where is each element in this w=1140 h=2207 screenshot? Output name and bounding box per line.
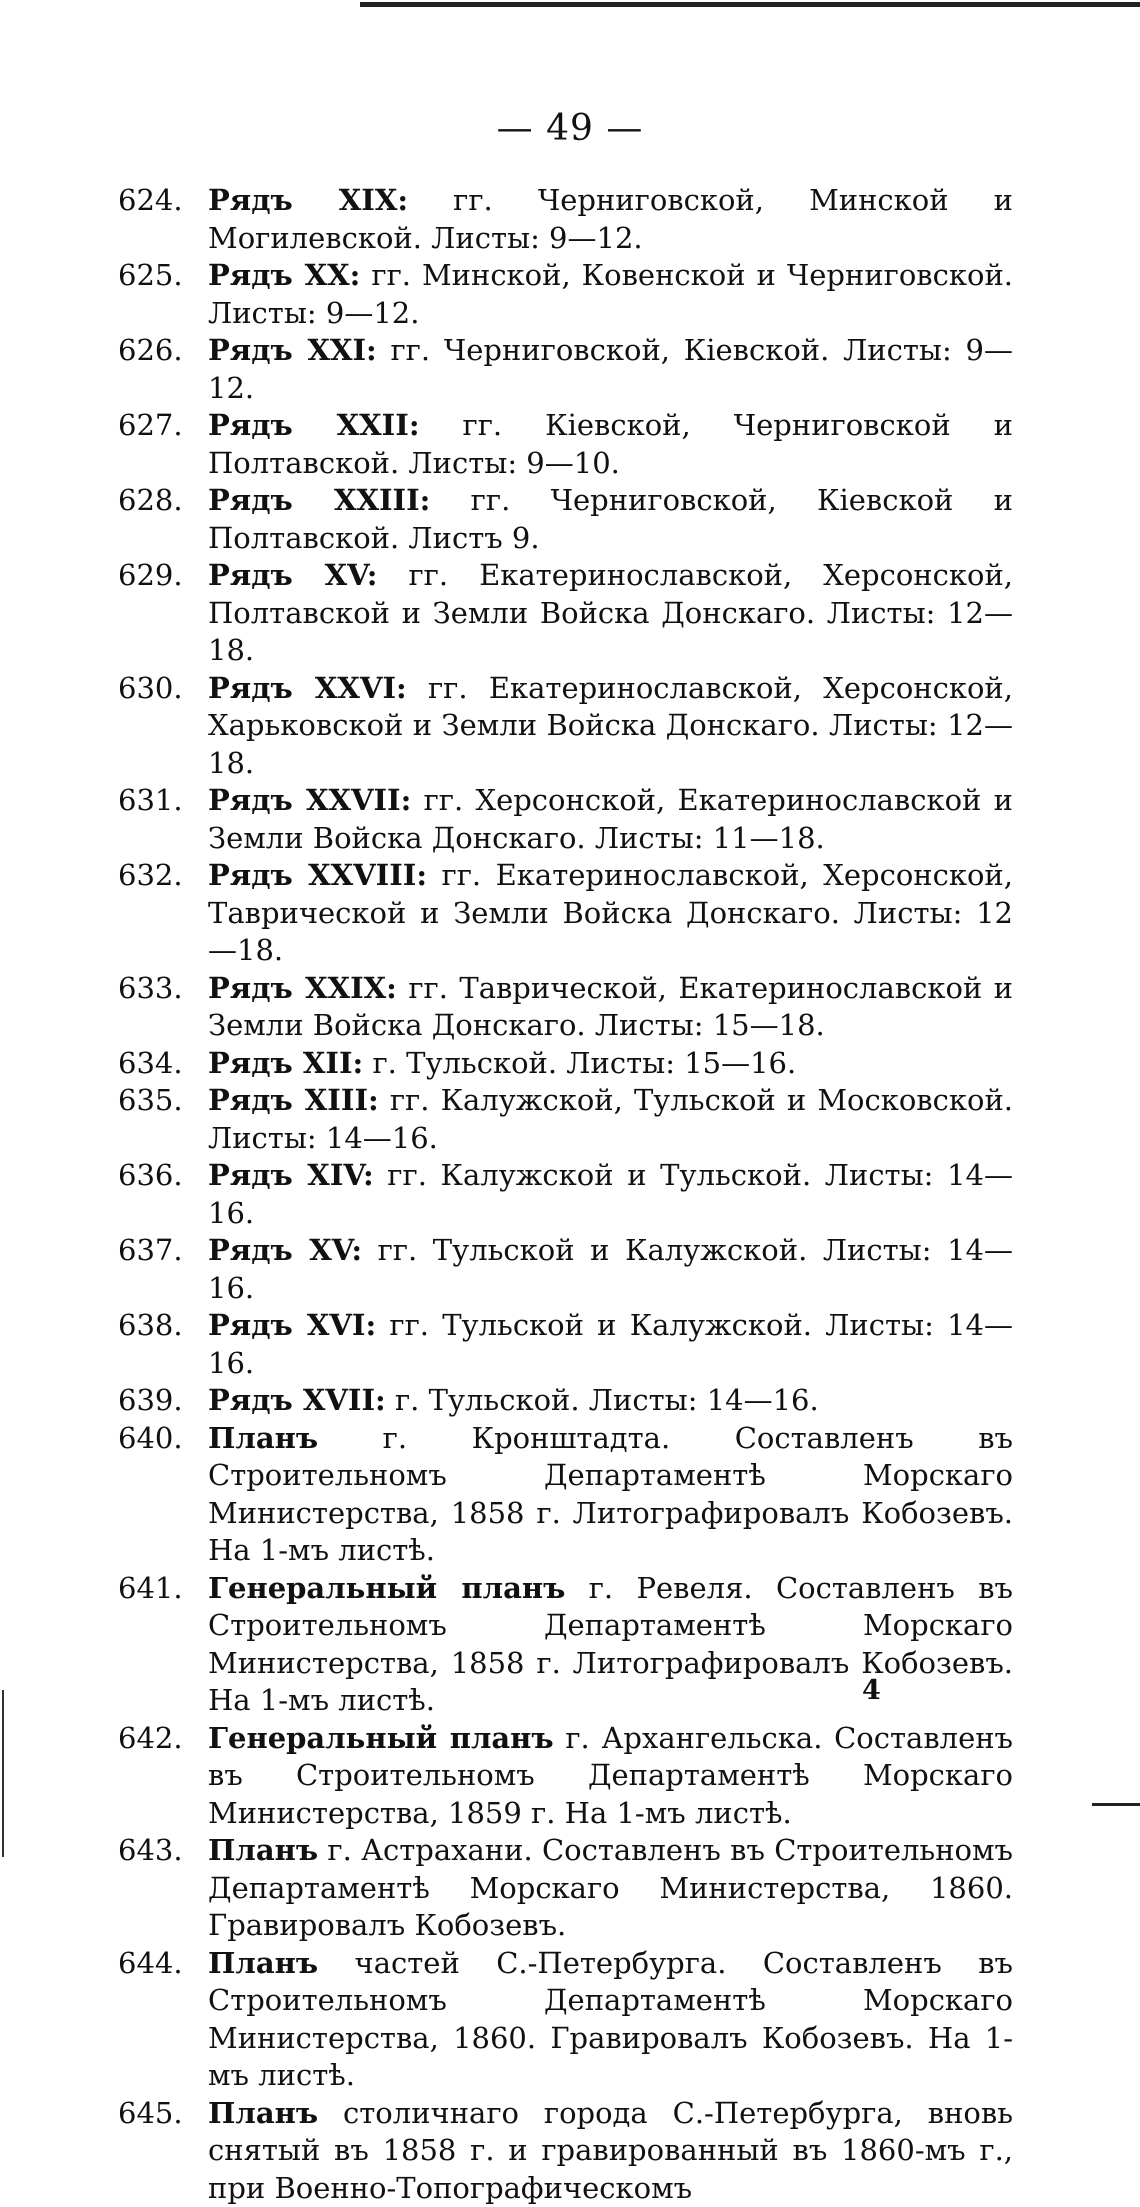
catalog-entry (118, 482, 1013, 557)
entry-number: 630. (118, 670, 204, 708)
entry-text: гг. Калужской и Тульской. Листы: 14—16. (208, 1158, 1013, 1230)
margin-tick (2, 1690, 4, 1857)
entry-number: 634. (118, 1045, 204, 1083)
catalog-entries (118, 182, 1013, 2207)
entry-number: 640. (118, 1420, 204, 1458)
catalog-entry (118, 1420, 1013, 1570)
entry-number: 635. (118, 1082, 204, 1120)
entry-number: 629. (118, 557, 204, 595)
entry-text: гг. Херсонской, Екатеринославской и Земли Войска Донскаго. Листы: 11—18. (208, 783, 1013, 855)
signature-mark: 4 (862, 1675, 881, 1706)
entry-number: 633. (118, 970, 204, 1008)
entry-number: 632. (118, 857, 204, 895)
entry-heading: Рядъ XXVII: (208, 783, 411, 817)
entry-heading: Генеральный планъ (208, 1571, 565, 1605)
entry-number: 624. (118, 182, 204, 220)
entry-text: гг. Калужской, Тульской и Московской. Листы: 14—16. (208, 1083, 1013, 1155)
entry-heading: Планъ (208, 1833, 318, 1867)
entry-text: г. Ревеля. Составленъ въ Строительномъ Департаментѣ Морскаго Министерства, 1858 г. Литографировалъ Кобозевъ. На 1-мъ листѣ. (208, 1571, 1013, 1718)
entry-heading: Рядъ XXVIII: (208, 858, 427, 892)
entry-text: частей С.-Петербурга. Составленъ въ Строительномъ Департаментѣ Морскаго Министерства, 1860. Гравировалъ Кобозевъ. На 1-мъ листѣ. (208, 1946, 1013, 2093)
catalog-entry (118, 970, 1013, 1045)
entry-heading: Рядъ XVI: (208, 1308, 376, 1342)
entry-heading: Рядъ XXI: (208, 333, 377, 367)
margin-dash (1092, 1803, 1140, 1806)
entry-number: 636. (118, 1157, 204, 1195)
entry-heading: Рядъ XVII: (208, 1383, 386, 1417)
entry-text: гг. Екатеринославской, Херсонской, Полтавской и Земли Войска Донскаго. Листы: 12—18. (208, 558, 1013, 667)
entry-heading: Рядъ XIV: (208, 1158, 374, 1192)
catalog-entry (118, 1945, 1013, 2095)
catalog-entry (118, 332, 1013, 407)
entry-heading: Рядъ XX: (208, 258, 360, 292)
entry-heading: Рядъ XXVI: (208, 671, 407, 705)
catalog-entry (118, 1832, 1013, 1945)
entry-heading: Рядъ XXIII: (208, 483, 430, 517)
entry-text: гг. Екатеринославской, Херсонской, Таврической и Земли Войска Донскаго. Листы: 12—18. (208, 858, 1013, 967)
entry-text: г. Кронштадта. Составленъ въ Строительномъ Департаментѣ Морскаго Министерства, 1858 г. Литографировалъ Кобозевъ. На 1-мъ листѣ. (208, 1421, 1013, 1568)
catalog-entry (118, 1382, 1013, 1420)
top-rule (360, 2, 1140, 7)
entry-heading: Генеральный планъ (208, 1721, 554, 1755)
entry-text: г. Астрахани. Составленъ въ Строительномъ Департаментѣ Морскаго Министерства, 1860. Гравировалъ Кобозевъ. (208, 1833, 1013, 1942)
catalog-entry (118, 257, 1013, 332)
entry-number: 626. (118, 332, 204, 370)
catalog-entry (118, 182, 1013, 257)
entry-number: 645. (118, 2095, 204, 2133)
entry-number: 627. (118, 407, 204, 445)
entry-heading: Рядъ XIX: (208, 183, 408, 217)
entry-heading: Рядъ XV: (208, 1233, 362, 1267)
entry-heading: Рядъ XXII: (208, 408, 420, 442)
entry-text: г. Архангельска. Составленъ въ Строительномъ Департаментѣ Морскаго Министерства, 1859 г. На 1-мъ листѣ. (208, 1721, 1013, 1830)
catalog-entry (118, 1307, 1013, 1382)
entry-number: 638. (118, 1307, 204, 1345)
entry-text: гг. Кіевской, Черниговской и Полтавской. Листы: 9—10. (208, 408, 1013, 480)
entry-text: гг. Тульской и Калужской. Листы: 14—16. (208, 1308, 1013, 1380)
catalog-entry (118, 1720, 1013, 1833)
catalog-entry (118, 782, 1013, 857)
entry-number: 643. (118, 1832, 204, 1870)
entry-heading: Рядъ XIII: (208, 1083, 379, 1117)
entry-text: столичнаго города С.-Петербурга, вновь снятый въ 1858 г. и гравированный въ 1860-мъ г., при Военно-Топографическомъ (208, 2096, 1013, 2205)
catalog-entry (118, 1232, 1013, 1307)
entry-text: гг. Екатеринославской, Херсонской, Харьковской и Земли Войска Донскаго. Листы: 12—18. (208, 671, 1013, 780)
entry-number: 644. (118, 1945, 204, 1983)
entry-text: гг. Черниговской, Минской и Могилевской. Листы: 9—12. (208, 183, 1013, 255)
catalog-entry (118, 1157, 1013, 1232)
catalog-entry (118, 1082, 1013, 1157)
entry-heading: Рядъ XV: (208, 558, 377, 592)
entry-text: гг. Таврической, Екатеринославской и Земли Войска Донскаго. Листы: 15—18. (208, 971, 1013, 1043)
entry-heading: Рядъ XII: (208, 1046, 363, 1080)
entry-number: 625. (118, 257, 204, 295)
entry-number: 639. (118, 1382, 204, 1420)
catalog-entry (118, 407, 1013, 482)
entry-number: 637. (118, 1232, 204, 1270)
entry-number: 631. (118, 782, 204, 820)
entry-number: 641. (118, 1570, 204, 1608)
entry-heading: Планъ (208, 2096, 318, 2130)
entry-heading: Рядъ XXIX: (208, 971, 397, 1005)
entry-text: г. Тульской. Листы: 14—16. (386, 1383, 819, 1417)
entry-number: 628. (118, 482, 204, 520)
entry-text: гг. Черниговской, Кіевской и Полтавской. Листъ 9. (208, 483, 1013, 555)
entry-text: гг. Тульской и Калужской. Листы: 14—16. (208, 1233, 1013, 1305)
entry-number: 642. (118, 1720, 204, 1758)
entry-text: гг. Минской, Ковенской и Черниговской. Листы: 9—12. (208, 258, 1013, 330)
catalog-entry (118, 1045, 1013, 1083)
page-number: — 49 — (0, 108, 1140, 149)
entry-heading: Планъ (208, 1421, 318, 1455)
catalog-entry (118, 857, 1013, 970)
entry-heading: Планъ (208, 1946, 318, 1980)
catalog-entry (118, 670, 1013, 783)
catalog-entry (118, 2095, 1013, 2207)
catalog-entry (118, 557, 1013, 670)
entry-text: г. Тульской. Листы: 15—16. (363, 1046, 796, 1080)
entry-text: гг. Черниговской, Кіевской. Листы: 9—12. (208, 333, 1013, 405)
